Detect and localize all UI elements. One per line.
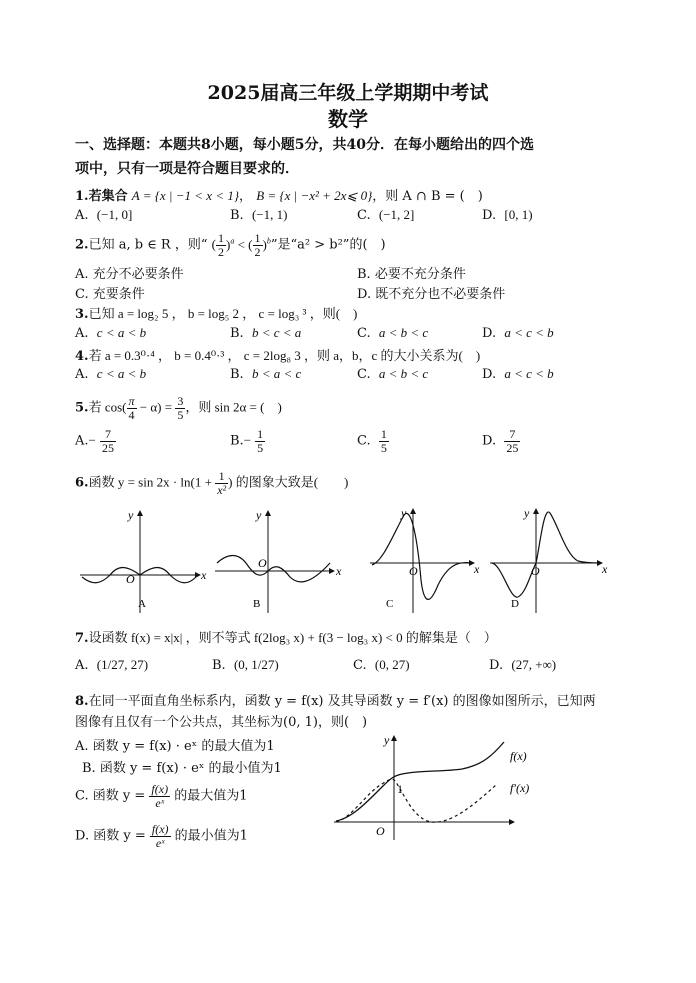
fraction-one-over-x-squared [215, 470, 228, 496]
option-text: 函数 y = f(x) · eˣ 的最小值为1 [99, 761, 282, 776]
origin-label: O [531, 564, 540, 578]
option-c[interactable] [357, 366, 428, 382]
option-fraction [150, 823, 171, 849]
option-b[interactable] [230, 366, 301, 382]
question-number: 4. [75, 349, 89, 364]
option-d[interactable] [482, 428, 520, 454]
option-label: B. [82, 761, 96, 776]
origin-label: O [258, 556, 267, 570]
denominator: eˣ [150, 836, 171, 850]
option-label: C. [353, 658, 367, 673]
x-axis-label: x [602, 562, 608, 576]
option-lead: 函数 y = [93, 828, 150, 844]
q6-graphs [78, 505, 623, 617]
question-1: 1.若集合 A = {x | −1 < x < 1}， B = {x | −x² + 2x⩽ 0}，则 A ∩ B = ( ) [75, 188, 483, 204]
option-label: B. [230, 367, 244, 382]
graph-label: A [138, 598, 146, 610]
set-b: B = {x | −x² + 2x⩽ 0} [256, 188, 373, 203]
question-ask: ，则 sin 2α = ( ) [185, 399, 282, 415]
question-lead: 函数 y = sin 2x · ln(1 + [88, 474, 216, 490]
denominator: 5 [380, 440, 387, 455]
graph-c[interactable] [370, 506, 480, 613]
fraction-pi-over-4 [127, 395, 137, 421]
question-7 [75, 627, 497, 646]
option-label: A. [75, 326, 89, 341]
option-d[interactable] [75, 823, 248, 849]
option-label: B. [212, 658, 226, 673]
origin-label: O [376, 824, 385, 838]
numerator: 7 [105, 427, 112, 441]
option-label: D. [75, 828, 90, 844]
graph-curve [372, 513, 472, 599]
graph-d[interactable] [490, 506, 608, 613]
y-axis-label: y [401, 506, 407, 520]
option-b[interactable] [357, 263, 466, 282]
y-axis-label: y [128, 508, 134, 522]
option-d[interactable] [482, 366, 554, 382]
question-number: 3. [75, 307, 89, 322]
denominator: 4 [127, 408, 137, 422]
option-d[interactable] [482, 207, 533, 223]
option-a[interactable] [75, 263, 184, 282]
question-stem: 在同一平面直角坐标系内，函数 y = f(x) 及其导函数 y = f′(x) 的图像如图所示，已知两 [88, 694, 596, 709]
graph-b[interactable] [215, 508, 342, 613]
option-d[interactable] [482, 325, 554, 341]
option-label: D. [482, 208, 497, 223]
option-a[interactable] [75, 207, 132, 223]
question-4 [75, 345, 480, 364]
option-b[interactable] [82, 757, 282, 776]
option-label: A. [75, 433, 89, 449]
option-text: 既不充分也不必要条件 [375, 287, 506, 302]
option-text: b < c < a [251, 325, 302, 340]
option-c[interactable] [353, 657, 410, 673]
question-stem: 已知 a = log₂ 5 ， b = log₅ 2 ， c = log₃ ³ ，则( ) [88, 306, 358, 321]
graph-curve [217, 556, 330, 582]
y-axis-label: y [524, 506, 530, 520]
option-sign: − [243, 432, 252, 448]
option-sign: − [88, 432, 96, 448]
option-c[interactable] [357, 325, 428, 341]
option-text: 充分不必要条件 [92, 267, 184, 282]
option-label: A. [75, 658, 89, 673]
option-fraction [149, 783, 170, 809]
option-text: a < b < c [378, 366, 429, 381]
numerator: π [128, 394, 135, 408]
option-label: A. [75, 267, 89, 282]
question-ask: ，则 A ∩ B = ( ) [372, 189, 483, 204]
option-text: a < b < c [378, 325, 429, 340]
point-label-1: 1 [397, 782, 403, 796]
option-text: 充要条件 [92, 287, 145, 302]
option-lead: 函数 y = [92, 788, 150, 804]
question-number: 5. [75, 400, 89, 416]
option-text: 必要不充分条件 [374, 267, 466, 282]
question-5 [75, 395, 282, 421]
question-3 [75, 303, 357, 322]
x-axis-label: x [474, 562, 480, 576]
option-label: C. [357, 326, 371, 341]
graph-label: B [253, 598, 261, 610]
option-label: B. [357, 267, 371, 282]
question-mid: − α) = [136, 399, 176, 415]
graph-label: C [386, 598, 394, 610]
question-stem: 若 a = 0.3⁰·⁴ ， b = 0.4⁰·³ ， c = 2log₈ 3 ，则 a，b，c 的大小关系为( ) [88, 348, 481, 363]
set-a: A = {x | −1 < x < 1} [131, 188, 240, 203]
option-label: D. [482, 326, 497, 341]
option-a[interactable] [75, 325, 146, 341]
numerator: f(x) [151, 822, 169, 836]
option-text: (1/27, 27) [96, 657, 149, 672]
y-axis-label: y [384, 733, 390, 747]
option-fraction [504, 428, 520, 454]
option-label: D. [357, 287, 372, 302]
numerator: f(x) [151, 782, 169, 796]
option-label: D. [482, 367, 497, 382]
condition-expression: ( [211, 236, 216, 252]
f-label: f(x) [510, 749, 527, 763]
option-c[interactable] [75, 783, 247, 809]
option-c[interactable] [75, 283, 145, 302]
x-axis-label: x [201, 568, 207, 582]
option-label: C. [357, 433, 371, 449]
question-lead: 若集合 [88, 189, 128, 204]
option-label: C. [357, 367, 371, 382]
option-b[interactable] [212, 657, 279, 673]
denominator: 5 [177, 407, 184, 422]
option-c[interactable] [357, 207, 414, 223]
option-text: (−1, 0] [96, 207, 133, 222]
option-text: c < a < b [96, 366, 147, 381]
question-2: 2.已知 a, b ∈ R ，则“ ( $\frac{1}{2}$ )$^a$ < ( $\frac{1}{2}$ )$^b$”是“a² > b²”的( ) [75, 231, 386, 259]
option-text: (0, 1/27) [233, 657, 279, 672]
option-label: A. [75, 208, 89, 223]
option-a[interactable] [75, 735, 275, 754]
numerator: 1 [218, 469, 225, 483]
denominator: 25 [506, 440, 519, 455]
numerator: 1 [380, 427, 387, 441]
denominator: eˣ [149, 796, 170, 810]
exam-title: 2025届高三年级上学期期中考试 [207, 82, 489, 104]
option-tail: 的最小值为1 [170, 828, 248, 844]
origin-label: O [409, 564, 418, 578]
f-prime-curve [336, 779, 497, 822]
option-c[interactable] [357, 428, 389, 454]
graph-a[interactable] [80, 508, 207, 613]
option-fraction [100, 428, 116, 454]
option-label: A. [75, 739, 89, 754]
option-label: C. [357, 208, 371, 223]
numerator: 3 [177, 394, 184, 408]
question-lead: 已知 a, b ∈ R ，则“ [88, 237, 208, 253]
question-number: 6. [75, 475, 89, 491]
question-number: 7. [75, 631, 89, 646]
question-lead: 若 cos( [88, 399, 127, 415]
question-number: 2. [75, 237, 89, 253]
option-text: c < a < b [96, 325, 147, 340]
option-label: B. [230, 208, 244, 223]
option-label: A. [75, 367, 89, 382]
option-a[interactable] [75, 657, 148, 673]
subject-title: 数学 [328, 107, 368, 131]
question-8-line2: 图像有且仅有一个公共点，其坐标为(0, 1)，则( ) [75, 715, 368, 730]
numerator: 7 [509, 427, 516, 441]
question-ask: ) 的图象大致是( ) [228, 474, 349, 490]
y-axis-label: y [256, 508, 262, 522]
section-heading-line1: 一、选择题：本题共8小题，每小题5分，共40分．在每小题给出的四个选 [75, 137, 534, 153]
option-text: a < c < b [504, 366, 554, 381]
option-label: C. [75, 287, 89, 302]
option-a[interactable] [75, 366, 146, 382]
origin-label: O [126, 572, 135, 586]
option-text: 函数 y = f(x) · eˣ 的最大值为1 [92, 739, 275, 754]
option-d[interactable] [489, 657, 556, 673]
option-label: B. [230, 433, 244, 449]
option-label: B. [230, 326, 244, 341]
section-heading-line2: 项中，只有一项是符合题目要求的． [75, 161, 299, 177]
q8-graph [332, 732, 552, 844]
fraction-3-over-5 [175, 395, 185, 421]
option-text: [0, 1) [504, 207, 533, 222]
graph-label: D [511, 598, 519, 610]
option-text: (27, +∞) [511, 657, 557, 672]
option-a[interactable] [75, 428, 116, 454]
fraction-half: $\frac{1}{2}$ [254, 231, 261, 259]
option-b[interactable] [230, 325, 301, 341]
denominator: 25 [102, 440, 115, 455]
graph-curve [492, 512, 600, 597]
x-axis-label: x [336, 564, 342, 578]
question-stem: 设函数 f(x) = x|x| ，则不等式 f(2log₃ x) + f(3 − log₃ x) < 0 的解集是（ ） [88, 630, 497, 645]
f-curve [336, 742, 504, 821]
denominator: x² [217, 482, 227, 497]
question-mid: ”是“a² > b²”的( ) [270, 237, 386, 253]
option-text: b < a < c [251, 366, 302, 381]
numerator: 1 [257, 427, 264, 441]
question-8-line1 [75, 690, 596, 709]
option-d[interactable] [357, 283, 505, 302]
denominator: 5 [257, 440, 264, 455]
question-number: 1. [75, 189, 89, 204]
option-b[interactable] [230, 207, 287, 223]
option-text: (−1, 2] [378, 207, 415, 222]
option-b[interactable] [230, 428, 265, 454]
option-label: C. [75, 788, 89, 804]
f-prime-label: f′(x) [510, 781, 530, 795]
option-tail: 的最大值为1 [170, 788, 248, 804]
option-label: D. [482, 433, 497, 449]
option-text: (0, 27) [374, 657, 410, 672]
question-number: 8. [75, 694, 89, 709]
option-text: (−1, 1) [251, 207, 288, 222]
option-text: a < c < b [504, 325, 554, 340]
question-6 [75, 470, 348, 496]
option-fraction [255, 428, 265, 454]
option-label: D. [489, 658, 504, 673]
option-fraction [379, 428, 389, 454]
fraction-half: $\frac{1}{2}$ [218, 231, 224, 259]
